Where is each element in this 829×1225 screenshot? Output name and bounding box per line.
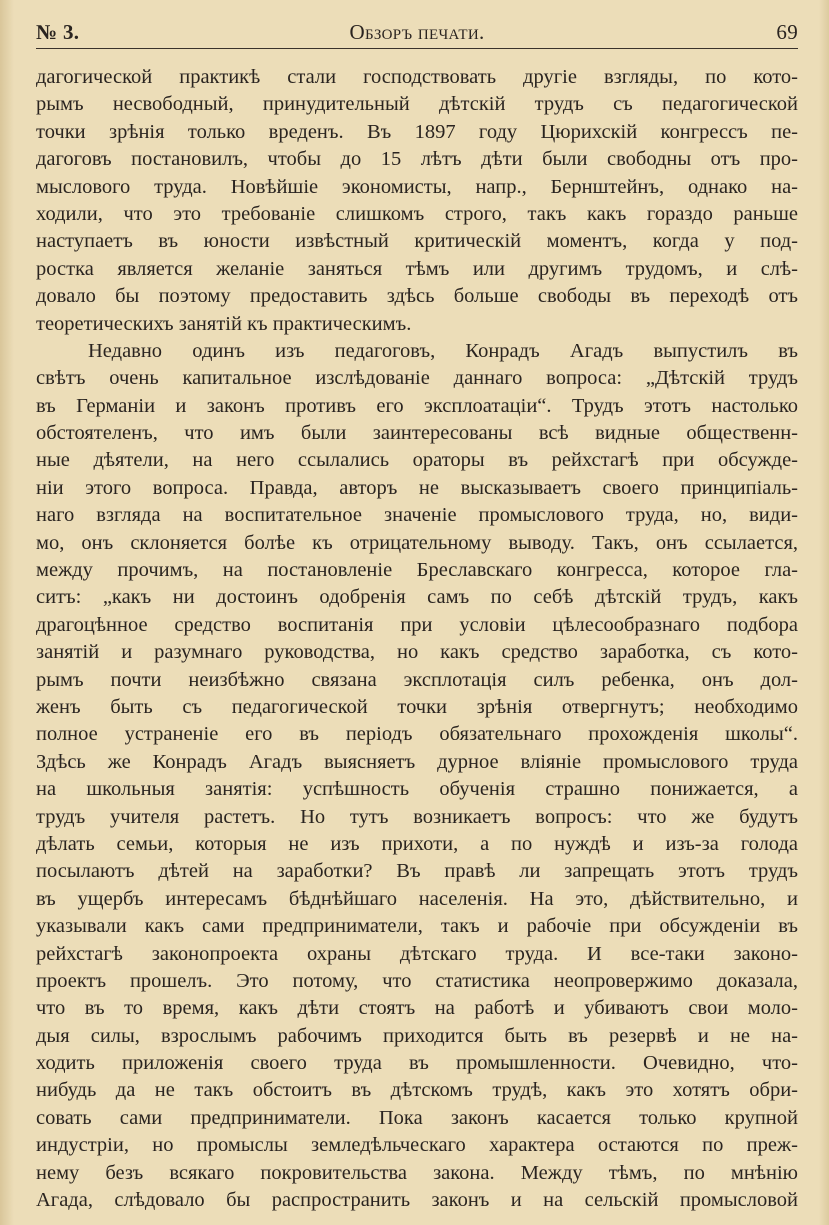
text-line: что въ то время, какъ дѣти стоятъ на работѣ и убиваютъ свои моло- [36, 997, 798, 1020]
text-line: рейхстагѣ законопроекта охраны дѣтскаго труда. И все-таки законо- [36, 942, 798, 965]
text-line: точки зрѣнія только вреденъ. Въ 1897 году Цюрихскій конгрессъ пе- [36, 120, 798, 143]
text-line: довало бы поэтому предоставить здѣсь больше свободы въ переходѣ отъ [36, 285, 798, 308]
text-line: рымъ почти неизбѣжно связана эксплотація силъ ребенка, онъ дол- [36, 668, 798, 691]
text-line: между прочимъ, на постановленіе Бреславскаго конгресса, которое гла- [36, 559, 798, 582]
text-line: дагоговъ постановилъ, чтобы до 15 лѣтъ дѣти были свободны отъ про- [36, 148, 798, 171]
text-line: ные дѣятели, на него ссылались ораторы въ рейхстагѣ при обсужде- [36, 449, 798, 472]
text-line: нему безъ всякаго покровительства закона. Между тѣмъ, по мнѣнію [36, 1161, 798, 1184]
paragraph-start: Недавно одинъ изъ педагоговъ, Конрадъ Агадъ выпустилъ въ [88, 339, 798, 362]
text-line: теоретическихъ занятій къ практическимъ. [36, 312, 412, 335]
text-line: рымъ несвободный, принудительный дѣтскій трудъ съ педагогической [36, 93, 798, 116]
text-line: нибудь да не такъ обстоитъ въ дѣтскомъ трудѣ, какъ это хотятъ обри- [36, 1079, 798, 1102]
text-line: въ ущербъ интересамъ бѣднѣйшаго населенія. На это, дѣйствительно, и [36, 887, 798, 910]
text-line: на школьныя занятія: успѣшность обученія страшно понижается, а [36, 778, 798, 801]
text-line: драгоцѣнное средство воспитанія при условіи цѣлесообразнаго подбора [36, 613, 798, 636]
text-line: дагогической практикѣ стали господствовать другіе взгляды, по кото- [36, 66, 798, 88]
page-number: 69 [776, 20, 798, 44]
header-rule [36, 48, 798, 49]
text-line: ніи этого вопроса. Правда, авторъ не высказываетъ своего принципіаль- [36, 476, 798, 499]
text-line: проектъ прошелъ. Это потому, что статистика неопровержимо доказала, [36, 969, 798, 992]
page-edge-right [819, 0, 829, 1225]
text-line: мо, онъ склоняется болѣе къ отрицательному выводу. Такъ, онъ ссылается, [36, 531, 798, 554]
text-line: женъ быть съ педагогической точки зрѣнія отвергнутъ; необходимо [36, 695, 798, 718]
running-header [36, 18, 798, 50]
text-line: ситъ: „какъ ни достоинъ одобренія самъ по себѣ дѣтскій трудъ, какъ [36, 586, 798, 609]
text-line: дѣлать семьи, которыя не изъ прихоти, а по нуждѣ и изъ-за голода [36, 832, 798, 855]
text-line: полное устраненіе его въ періодъ обязательнаго прохожденія школы“. [36, 723, 798, 746]
text-line: Агада, слѣдовало бы распространить законъ и на сельскій промысловой [36, 1189, 798, 1212]
text-line: трудъ учителя растетъ. Но тутъ возникаетъ вопросъ: что же будутъ [36, 805, 798, 828]
issue-number: № 3. [36, 20, 80, 44]
text-line: наступаетъ въ юности извѣстный критическій моментъ, когда у под- [36, 230, 798, 253]
header-title: Обзоръ печати. [349, 20, 485, 44]
text-line: посылаютъ дѣтей на заработки? Въ правѣ ли запрещать этотъ трудъ [36, 860, 798, 883]
text-line: обстоятеленъ, что имъ были заинтересованы всѣ видные общественн- [36, 422, 798, 445]
text-line: ростка является желаніе заняться тѣмъ или другимъ трудомъ, и слѣ- [36, 257, 798, 280]
text-line: мыслового труда. Новѣйшіе экономисты, напр., Бернштейнъ, однако на- [36, 175, 798, 198]
body-text [36, 64, 798, 1214]
text-line: указывали какъ сами предприниматели, такъ и рабочіе при обсужденіи въ [36, 915, 798, 938]
text-line: въ Германіи и законъ противъ его эксплоатаціи“. Трудъ этотъ настолько [36, 394, 798, 417]
text-line: ходить приложенія своего труда въ промышленности. Очевидно, что- [36, 1052, 798, 1075]
page-edge-left [0, 0, 14, 1225]
text-line: индустріи, но промыслы земледѣльческаго характера остаются по преж- [36, 1134, 798, 1157]
text-line: наго взгляда на воспитательное значеніе промыслового труда, но, види- [36, 504, 798, 527]
text-line: ходили, что это требованіе слишкомъ строго, такъ какъ гораздо раньше [36, 202, 798, 225]
text-line: дыя силы, взрослымъ рабочимъ приходится быть въ резервѣ и не на- [36, 1024, 798, 1047]
text-line: совать сами предприниматели. Пока законъ касается только крупной [36, 1106, 798, 1129]
text-line: свѣтъ очень капитальное изслѣдованіе даннаго вопроса: „Дѣтскій трудъ [36, 367, 798, 390]
text-line: Здѣсь же Конрадъ Агадъ выясняетъ дурное вліяніе промыслового труда [36, 750, 798, 773]
text-line: занятій и разумнаго руководства, но какъ средство заработка, съ кото- [36, 641, 798, 664]
